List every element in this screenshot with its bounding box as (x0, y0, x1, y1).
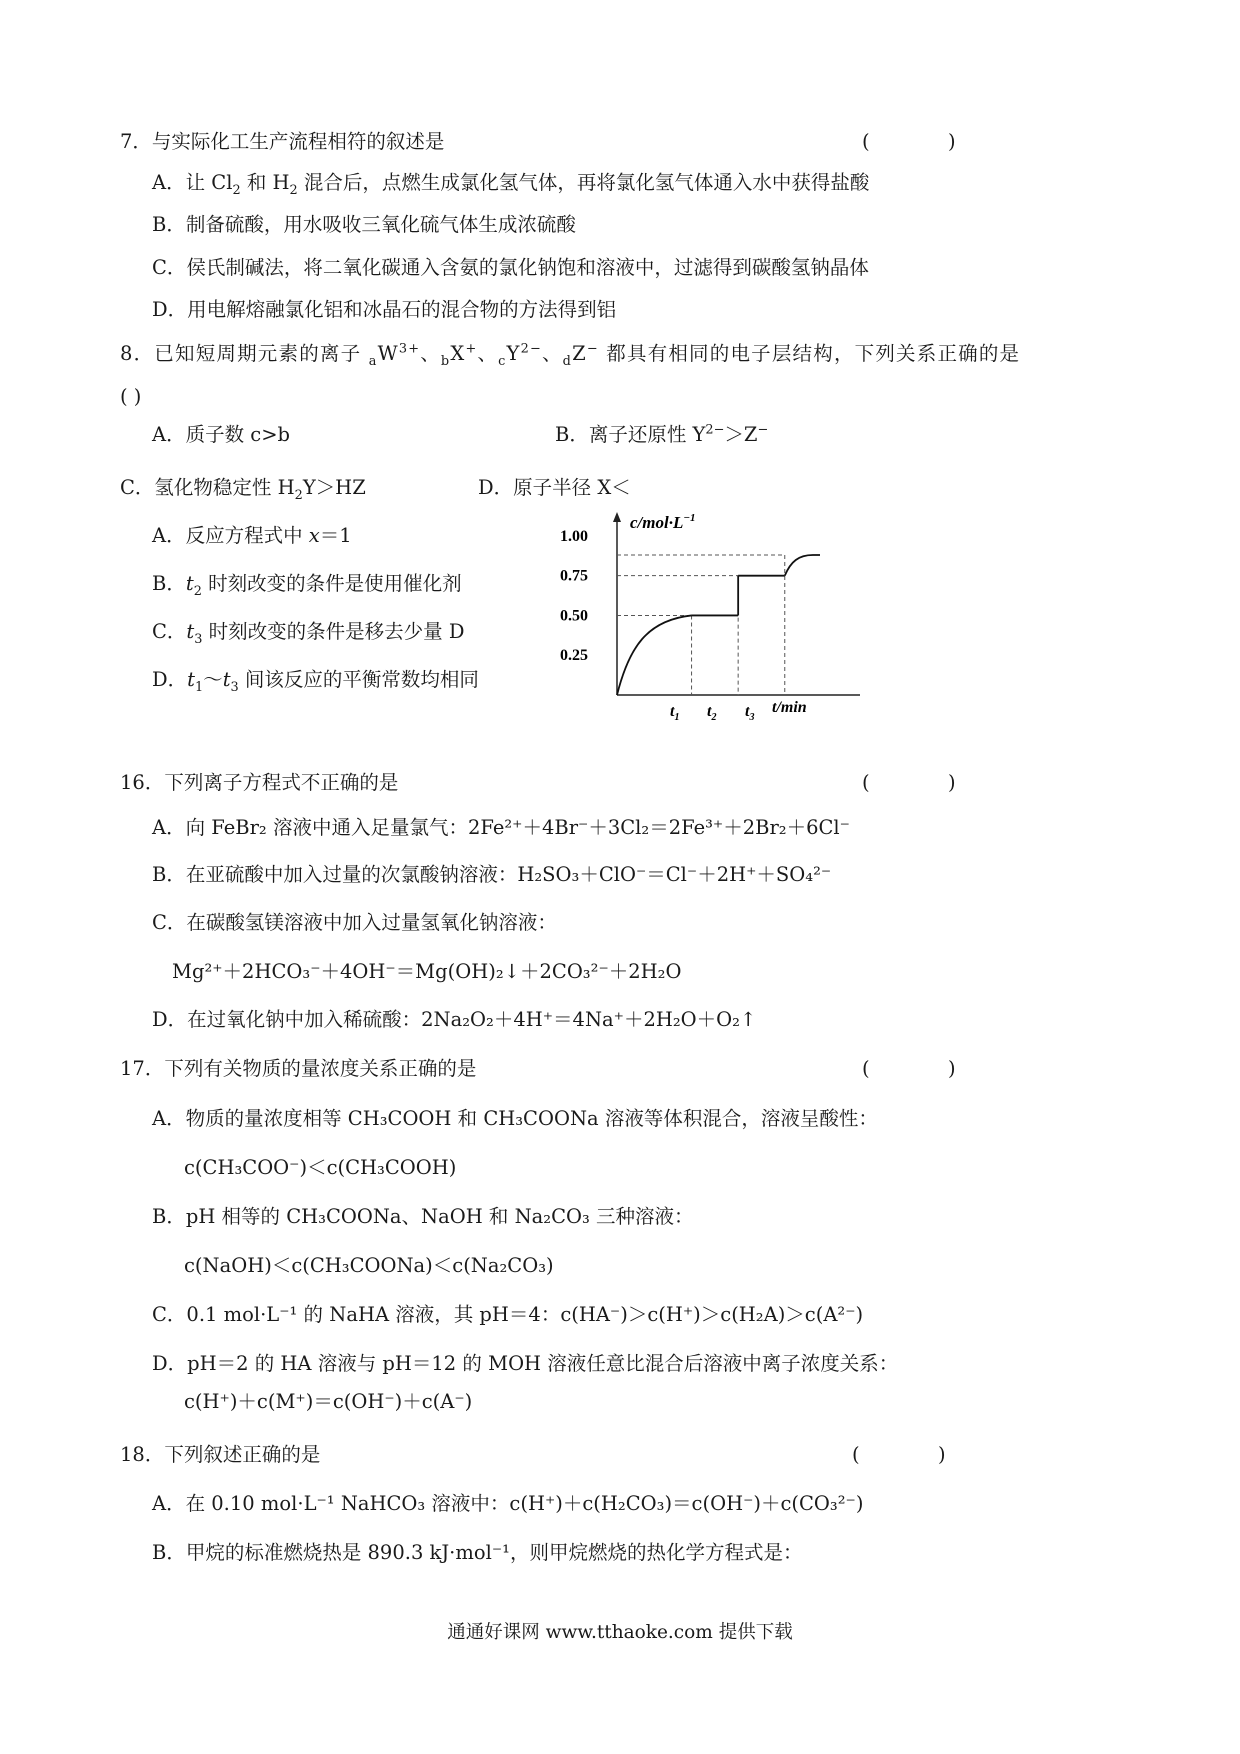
q17-option-a: A．物质的量浓度相等 CH₃COOH 和 CH₃COONa 溶液等体积混合，溶液呈酸性： (152, 1107, 878, 1130)
q16-option-b: B．在亚硫酸中加入过量的次氯酸钠溶液：H₂SO₃＋ClO⁻＝Cl⁻＋2H⁺＋SO₄²⁻ (152, 863, 832, 886)
q8-option-b: B．离子还原性 $Y^{2-}>Z^-$ (555, 422, 769, 446)
q7-option-c: C．侯氏制碱法，将二氧化碳通入含氨的氯化钠饱和溶液中，过滤得到碳酸氢钠晶体 (152, 256, 869, 279)
q17-option-d-relation: c(H⁺)＋c(M⁺)＝c(OH⁻)＋c(A⁻) (184, 1390, 473, 1413)
y-tick-label-0.75: 0.75 (560, 567, 588, 585)
q16-option-d: D．在过氧化钠中加入稀硫酸：2Na₂O₂＋4H⁺＝4Na⁺＋2H₂O＋O₂↑ (152, 1008, 757, 1031)
x-tick-label-t2: $t_2$ (707, 703, 717, 720)
q18-option-a: A．在 0.10 mol·L⁻¹ NaHCO₃ 溶液中：c(H⁺)＋c(H₂CO₃)＝c(OH⁻)＋c(CO₃²⁻) (152, 1492, 864, 1515)
q16-stem: 16．下列离子方程式不正确的是 (120, 771, 399, 794)
concentration-time-chart (560, 500, 860, 720)
q17-answer-paren-close: ) (948, 1057, 956, 1080)
x-tick-label-t3: $t_3$ (745, 703, 755, 720)
q18-option-b: B．甲烷的标准燃烧热是 890.3 kJ·mol⁻¹，则甲烷燃烧的热化学方程式是： (152, 1541, 803, 1564)
qchart-option-b: B．$t_2$ 时刻改变的条件是使用催化剂 (152, 572, 462, 599)
q7-stem: 7．与实际化工生产流程相符的叙述是 (120, 130, 445, 153)
y-tick-label-1.00: 1.00 (560, 527, 588, 545)
q18-stem: 18．下列叙述正确的是 (120, 1443, 321, 1466)
x-axis-label: t/min (772, 699, 807, 716)
q8-stem: 8．已知短周期元素的离子 $_aW^{3+}$、$_b$X+、$_cY^{2-}$、$_d$Z− 都具有相同的电子层结构，下列关系正确的是 (120, 341, 1021, 369)
qchart-option-c: C．$t_3$ 时刻改变的条件是移去少量 D (152, 620, 465, 647)
q8-option-a: A．质子数 c>b (152, 423, 291, 446)
y-axis-label: $c/mol\cdot L^{-1}$ (630, 512, 696, 532)
q16-option-c: C．在碳酸氢镁溶液中加入过量氢氧化钠溶液： (152, 911, 557, 934)
q7-answer-paren-open: ( (862, 130, 870, 153)
curve-rise-2 (785, 555, 820, 576)
q17-option-d: D．pH＝2 的 HA 溶液与 pH＝12 的 MOH 溶液任意比混合后溶液中离子浓度关系： (152, 1352, 899, 1375)
q7-option-b: B．制备硫酸，用水吸收三氧化硫气体生成浓硫酸 (152, 213, 576, 236)
q18-answer-paren-close: ) (938, 1443, 946, 1466)
q17-option-b: B．pH 相等的 CH₃COONa、NaOH 和 Na₂CO₃ 三种溶液： (152, 1205, 694, 1228)
q17-option-c: C．0.1 mol·L⁻¹ 的 NaHA 溶液，其 pH＝4：c(HA⁻)＞c(H⁺)＞c(H₂A)＞c(A²⁻) (152, 1303, 864, 1326)
x-tick-label-t1: $t_1$ (670, 703, 680, 720)
curve-rise-1 (617, 615, 692, 695)
q7-option-d: D．用电解熔融氯化铝和冰晶石的混合物的方法得到铝 (152, 298, 617, 321)
q8-option-d: D．原子半径 X＜ (478, 476, 631, 499)
y-tick-label-0.25: 0.25 (560, 647, 588, 665)
q8-answer-paren: ( ) (120, 385, 142, 408)
q7-answer-paren-close: ) (948, 130, 956, 153)
y-axis-arrow (613, 512, 621, 522)
q17-answer-paren-open: ( (862, 1057, 870, 1080)
q16-option-a: A．向 FeBr₂ 溶液中通入足量氯气：2Fe²⁺＋4Br⁻＋3Cl₂＝2Fe³⁺＋2Br₂＋6Cl⁻ (152, 816, 850, 839)
qchart-option-d: D．$t_1\sim t_3$ 间该反应的平衡常数均相同 (152, 668, 479, 695)
y-tick-label-0.50: 0.50 (560, 607, 588, 625)
qchart-option-a: A．反应方程式中 x＝1 (152, 524, 352, 547)
q17-option-b-relation: c(NaOH)＜c(CH₃COONa)＜c(Na₂CO₃) (184, 1254, 554, 1277)
footer-source: 通通好课网 www.tthaoke.com 提供下载 (447, 1622, 793, 1643)
q18-answer-paren-open: ( (852, 1443, 860, 1466)
q16-answer-paren-open: ( (862, 771, 870, 794)
q17-stem: 17．下列有关物质的量浓度关系正确的是 (120, 1057, 477, 1080)
q8-option-c: C．氢化物稳定性 $H_2Y>HZ$ (120, 476, 366, 503)
q17-option-a-relation: c(CH₃COO⁻)＜c(CH₃COOH) (184, 1156, 457, 1179)
q7-option-a: A．让 $Cl_2$ 和 $H_2$ 混合后，点燃生成氯化氢气体，再将氯化氢气体通入水中获得盐酸 (152, 171, 870, 198)
q16-option-c-equation: Mg²⁺＋2HCO₃⁻＋4OH⁻＝Mg(OH)₂↓＋2CO₃²⁻＋2H₂O (172, 960, 682, 983)
q16-answer-paren-close: ) (948, 771, 956, 794)
